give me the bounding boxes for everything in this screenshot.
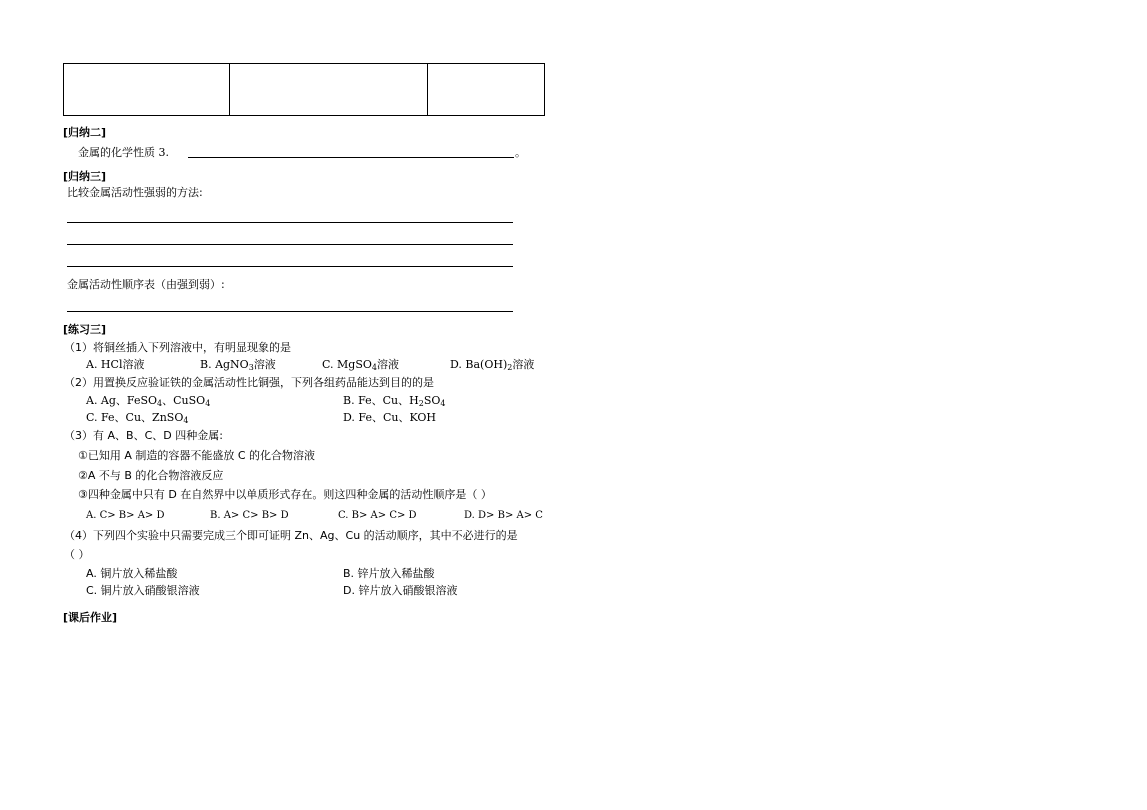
- compare-method-prompt: 比较金属活动性强弱的方法:: [67, 186, 203, 199]
- answer-line: [67, 244, 513, 245]
- q1-option-c: C. MgSO$_4$溶液: [322, 358, 399, 372]
- q3-option-b: B. A> C> B> D: [210, 510, 289, 521]
- q4-option-b: B. 锌片放入稀盐酸: [343, 567, 435, 580]
- fill-blank-line: [188, 157, 514, 158]
- q1-option-d: D. $Ba(OH)_2$溶液: [450, 358, 535, 372]
- table-cell: [64, 64, 230, 116]
- q2-option-d: D. Fe、Cu、KOH: [343, 411, 436, 424]
- section-heading-exercise: [练习三]: [63, 323, 107, 336]
- section-heading-homework: [课后作业]: [63, 611, 118, 624]
- q3-condition-3: ③四种金属中只有 D 在自然界中以单质形式存在。则这四种金属的活动性顺序是（ ）: [78, 488, 492, 501]
- table-cell: [428, 64, 545, 116]
- q3-option-c: C. B> A> C> D: [338, 510, 417, 521]
- q2-option-b: B. Fe、Cu、$H_2SO_4$: [343, 394, 446, 408]
- q3-option-a: A. C> B> A> D: [86, 510, 165, 521]
- q4-option-d: D. 锌片放入硝酸银溶液: [343, 584, 458, 597]
- answer-line: [67, 311, 513, 312]
- q2-option-c: C. Fe、Cu、ZnSO$_4$: [86, 411, 189, 425]
- table-cell: [230, 64, 428, 116]
- end-mark: 。: [515, 146, 526, 159]
- question-1-stem: （1）将铜丝插入下列溶液中，有明显现象的是: [64, 341, 291, 354]
- top-table: [63, 63, 545, 116]
- question-2-stem: （2）用置换反应验证铁的金属活动性比铜强，下列各组药品能达到目的的是: [64, 376, 434, 389]
- table-row: [64, 64, 545, 116]
- question-3-stem: （3）有 A、B、C、D 四种金属:: [64, 429, 223, 442]
- section-heading-2: [归纳二]: [63, 126, 107, 139]
- activity-order-label: 金属活动性顺序表（由强到弱）:: [67, 278, 225, 291]
- q1-option-b: B. AgNO$_3$溶液: [200, 358, 276, 372]
- answer-line: [67, 222, 513, 223]
- chem-property-line-label: 金属的化学性质 3.: [78, 146, 169, 159]
- q4-option-c: C. 铜片放入硝酸银溶液: [86, 584, 200, 597]
- q4-answer-paren: （ ）: [64, 548, 90, 561]
- answer-line: [67, 266, 513, 267]
- q3-condition-2: ②A 不与 B 的化合物溶液反应: [78, 469, 224, 482]
- q4-option-a: A. 铜片放入稀盐酸: [86, 567, 178, 580]
- q2-option-a: A. Ag、FeSO$_4$、CuSO$_4$: [86, 394, 211, 408]
- q1-option-a: A. HCl溶液: [86, 358, 145, 371]
- q3-option-d: D. D> B> A> C: [464, 510, 543, 521]
- question-4-stem: （4）下列四个实验中只需要完成三个即可证明 Zn、Ag、Cu 的活动顺序，其中不必进行的是: [64, 529, 518, 542]
- section-heading-3: [归纳三]: [63, 170, 107, 183]
- q3-condition-1: ①已知用 A 制造的容器不能盛放 C 的化合物溶液: [78, 449, 316, 462]
